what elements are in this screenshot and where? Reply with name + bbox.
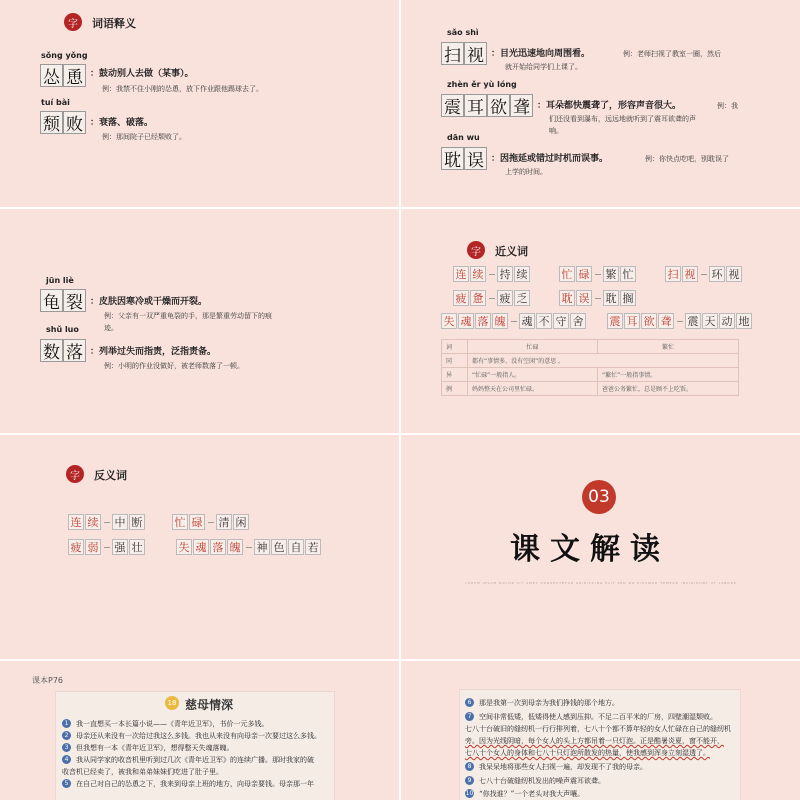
article-title: 慈母情深 xyxy=(185,698,234,712)
paragraph: 7 空间非常低矮，低矮得使人感到压抑。不足二百平米的厂房，四壁潮湿颓败。 xyxy=(465,711,717,723)
paragraph: 2 母亲还从来没有一次给过我这么多钱。我也从来没有向母亲一次要过这么多钱。 xyxy=(62,730,321,742)
word-example-cont: 上学的时间。 xyxy=(505,168,547,176)
char-cell: 耽 xyxy=(441,147,464,170)
word-pinyin: shǔ luo xyxy=(46,325,79,334)
word-pinyin: sǎo shì xyxy=(447,28,479,37)
paragraph: 4 我从同学家的收音机里听到过几次《青年近卫军》的连续广播。那时我家的破 xyxy=(62,754,314,766)
seal-icon: 字 xyxy=(66,465,84,483)
table-cell: 例 xyxy=(442,382,468,396)
synonym-pair: 疲 惫 疲 乏 xyxy=(453,290,531,306)
word-definition: ：鼓动别人去做（某事）。 xyxy=(90,69,194,79)
char-cell: 扫 xyxy=(441,42,464,65)
char-cell: 误 xyxy=(464,147,487,170)
word-cells xyxy=(441,94,533,117)
word-definition: ：耳朵都快震聋了，形容声音很大。 xyxy=(537,101,682,111)
char-cell: 数 xyxy=(40,339,63,362)
table-cell: 爸爸公务繁忙，总是顾不上吃饭。 xyxy=(598,382,739,396)
word-example-cont: 迹。 xyxy=(104,324,118,332)
char-cell: 败 xyxy=(63,111,86,134)
word-example: 例：小明的作业没做好，被老师数落了一顿。 xyxy=(104,362,244,370)
paragraph-cont: 收音机已经卖了，被我和弟弟妹妹们吃进了肚子里。 xyxy=(62,768,223,776)
char-cell: 裂 xyxy=(63,289,86,312)
section-title: 词语释义 xyxy=(92,17,136,30)
seal-icon: 字 xyxy=(64,13,82,31)
slide-word-meanings-1[interactable] xyxy=(0,0,399,207)
word-cells xyxy=(40,289,86,312)
paragraph: 9 七八十台破缝纫机发出的噪声震耳欲聋。 xyxy=(465,775,605,787)
word-definition: ：列举过失而指责，泛指责备。 xyxy=(90,347,217,357)
word-example-cont: 们还没看到瀑布，远远地就听到了震耳欲聋的声 xyxy=(549,115,696,123)
paragraph-cont: 七八十个女人的身体和七八十只灯泡所散发的热量，使我感到浑身立刻湿透了。 xyxy=(465,749,710,757)
paragraph: 8 我呆呆地将那些女人扫视一遍，却发现不了我的母亲。 xyxy=(465,761,647,773)
word-pinyin: jūn liè xyxy=(46,276,74,285)
word-example-cont: 就开始给同学们上课了。 xyxy=(505,63,582,71)
slide-word-meanings-3[interactable] xyxy=(0,209,399,433)
slide-section-title[interactable] xyxy=(401,435,800,659)
word-cells xyxy=(40,111,86,134)
word-example: 例：那间院子已经颓败了。 xyxy=(102,133,186,141)
word-cells xyxy=(441,42,487,65)
table-cell: “繁忙”一般指事情。 xyxy=(598,368,739,382)
char-cell: 震 xyxy=(441,94,464,117)
table-cell: 异 xyxy=(442,368,468,382)
paragraph: 5 在自己对自己的怂恿之下，我来到母亲上班的地方，向母亲要钱。母亲那一年 xyxy=(62,778,314,790)
synonym-pair: 震 耳 欲 聋 震 天 动 地 xyxy=(607,313,753,329)
char-cell: 耳 xyxy=(464,94,487,117)
section-number: 03 xyxy=(582,480,616,514)
slide-antonyms[interactable] xyxy=(0,435,399,659)
seal-icon: 字 xyxy=(467,241,485,259)
table-cell: 都有“事情多，没有空闲”的意思 。 xyxy=(468,354,739,368)
section-subtitle: LOREM IPSUM DOLOR SIT AMET CONSECTETUR ADIPISCING ELIT SED DO EIUSMOD TEMPOR INCIDIDUNT UT LABORE xyxy=(465,581,737,585)
paragraph: 10 “你找谁？”一个老头对我大声嚷。 xyxy=(465,789,585,798)
synonym-pair: 耽 误 耽 搁 xyxy=(559,290,637,306)
antonym-pair: 疲 弱 强 壮 xyxy=(68,539,146,555)
word-example: 例：你快点吃吧，别耽误了 xyxy=(645,155,729,163)
word-example: 例：老师扫视了教室一圈，然后 xyxy=(623,50,721,58)
char-cell: 颓 xyxy=(40,111,63,134)
synonym-pair: 失 魂 落 魄 魂 不 守 舍 xyxy=(441,313,587,329)
char-cell: 怂 xyxy=(40,64,63,87)
word-definition: ：因拖延或错过时机而误事。 xyxy=(491,154,609,164)
word-pinyin: dān wu xyxy=(447,133,480,142)
paragraph: 1 我一直想买一本长篇小说——《青年近卫军》，书价一元多钱。 xyxy=(62,718,269,730)
table-header: 词 xyxy=(442,340,468,354)
char-cell: 欲 xyxy=(487,94,510,117)
section-title: 近义词 xyxy=(495,245,528,258)
synonym-pair: 扫 视 环 视 xyxy=(665,266,743,282)
word-pinyin: zhèn ěr yù lóng xyxy=(447,80,517,89)
antonym-pair: 失 魂 落 魄 神 色 自 若 xyxy=(176,539,322,555)
char-cell: 落 xyxy=(63,339,86,362)
word-example: 例：我禁不住小刚的怂恿，放下作业跟他踢球去了。 xyxy=(102,85,263,93)
comparison-table xyxy=(441,339,739,396)
lesson-number-badge: 18 xyxy=(165,696,179,710)
synonym-pair: 连 续 持 续 xyxy=(453,266,531,282)
table-cell: 同 xyxy=(442,354,468,368)
word-definition: ：目光迅速地向周围看。 xyxy=(491,49,591,59)
word-definition: ：衰落、破落。 xyxy=(90,118,154,128)
char-cell: 聋 xyxy=(510,94,533,117)
word-cells xyxy=(441,147,487,170)
paragraph-cont: 七八十台破旧的缝纫机一行行排列着，七八十个都不算年轻的女人忙碌在自己的缝纫机 xyxy=(465,725,731,733)
char-cell: 龟 xyxy=(40,289,63,312)
word-example: 例：我 xyxy=(717,102,738,110)
antonym-pair: 连 续 中 断 xyxy=(68,514,146,530)
antonym-pair: 忙 碌 清 闲 xyxy=(172,514,250,530)
word-example-cont: 响。 xyxy=(549,127,563,135)
section-title: 反义词 xyxy=(94,469,127,482)
paragraph-cont: 旁。因为光线阴暗，每个女人的头上方都吊着一只灯泡。正是酷暑炎夏，窗不能开， xyxy=(465,737,724,745)
char-cell: 视 xyxy=(464,42,487,65)
slide-text-page-1[interactable] xyxy=(0,661,399,800)
section-heading: 课文解读 xyxy=(510,532,670,567)
char-cell: 恿 xyxy=(63,64,86,87)
word-cells xyxy=(40,339,86,362)
slide-synonyms[interactable] xyxy=(401,209,800,433)
page-reference: 课本P76 xyxy=(32,676,64,685)
table-header: 繁忙 xyxy=(598,340,739,354)
word-cells xyxy=(40,64,86,87)
table-header: 忙碌 xyxy=(468,340,598,354)
word-definition: ：皮肤因寒冷或干燥而开裂。 xyxy=(90,297,208,307)
paragraph: 3 但我想有一本《青年近卫军》，想得整天失魂落魄。 xyxy=(62,742,234,754)
word-pinyin: sǒng yǒng xyxy=(41,51,88,60)
paragraph: 6 那是我第一次到母亲为我们挣钱的那个地方。 xyxy=(465,697,619,709)
table-cell: 妈妈整天在公司里忙碌。 xyxy=(468,382,598,396)
synonym-pair: 忙 碌 繁 忙 xyxy=(559,266,637,282)
slide-text-page-2[interactable] xyxy=(401,661,800,800)
word-pinyin: tuí bài xyxy=(41,98,70,107)
word-example: 例：父亲有一双严重龟裂的手，那是繁重劳动留下的痕 xyxy=(104,312,272,320)
table-cell: “忙碌”一般指人。 xyxy=(468,368,598,382)
slide-word-meanings-2[interactable] xyxy=(401,0,800,207)
